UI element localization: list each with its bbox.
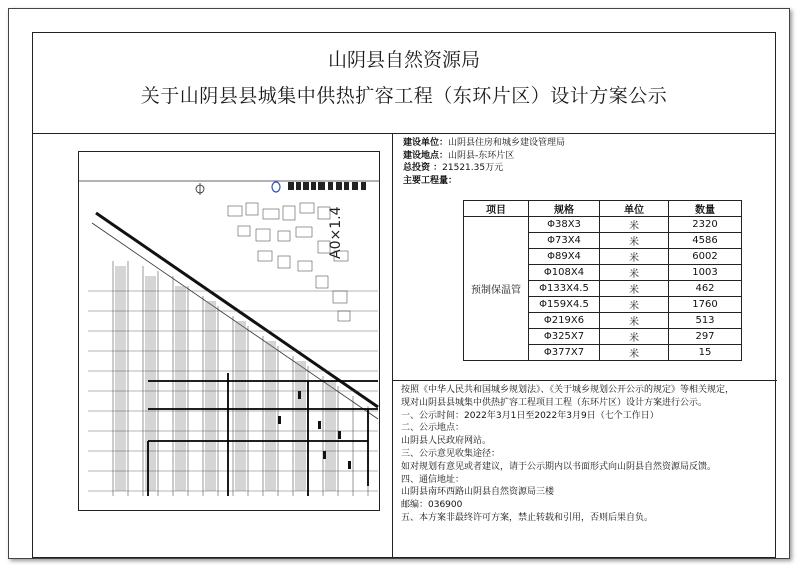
header-unit: 单位 xyxy=(600,201,669,217)
main-quantities-label: 主要工程量： xyxy=(403,175,458,186)
construction-site-row xyxy=(403,150,565,163)
document-frame xyxy=(8,8,790,559)
table-header-row xyxy=(464,201,742,217)
notice-divider xyxy=(392,380,777,381)
notice-text xyxy=(401,384,734,525)
notice-item-4-address: 山阴县南环西路山阴县自然资源局三楼 xyxy=(401,487,555,498)
table-row xyxy=(464,217,742,233)
unit-cell: 米 xyxy=(600,217,669,233)
scale-label: A0×1.4 xyxy=(328,206,344,259)
marker-icon xyxy=(272,182,280,192)
spec-cell: Φ89X4 xyxy=(529,249,600,265)
vertical-divider xyxy=(392,133,393,557)
notice-item-5: 五、本方案非最终许可方案，禁止转载和引用，否则后果自负。 xyxy=(401,512,654,523)
spec-cell: Φ159X4.5 xyxy=(529,297,600,313)
notice-item-3-title: 三、公示意见收集途径： xyxy=(401,448,501,459)
qty-cell: 513 xyxy=(669,313,742,329)
spec-cell: Φ38X3 xyxy=(529,217,600,233)
qty-cell: 6002 xyxy=(669,249,742,265)
notice-item-2-value: 山阴县人民政府网站。 xyxy=(401,436,492,447)
site-plan-drawing xyxy=(78,151,380,511)
total-investment-value: 21521.35万元 xyxy=(442,163,504,173)
document-border xyxy=(32,32,776,558)
project-info xyxy=(403,137,565,187)
unit-cell: 米 xyxy=(600,329,669,345)
spec-cell: Φ377X7 xyxy=(529,345,600,361)
spec-cell: Φ219X6 xyxy=(529,313,600,329)
unit-cell: 米 xyxy=(600,345,669,361)
total-investment-label: 总投资 ： xyxy=(403,163,443,173)
construction-unit-value: 山阴县住房和城乡建设管理局 xyxy=(448,138,566,148)
notice-title: 关于山阴县县城集中供热扩容工程（东环片区）设计方案公示 xyxy=(140,85,668,107)
header-spec: 规格 xyxy=(529,201,600,217)
spec-cell: Φ133X4.5 xyxy=(529,281,600,297)
header-quantity: 数量 xyxy=(669,201,742,217)
qty-cell: 1003 xyxy=(669,265,742,281)
category-cell: 预制保温管 xyxy=(464,217,529,361)
materials-table xyxy=(463,200,742,361)
construction-site-value: 山阴县-东环片区 xyxy=(448,150,515,161)
notice-item-4-title: 四、通信地址： xyxy=(401,474,465,485)
spec-cell: Φ73X4 xyxy=(529,233,600,249)
notice-intro-2: 现对山阴县县城集中供热扩容工程项目工程（东环片区）设计方案进行公示。 xyxy=(401,397,708,408)
header-item: 项目 xyxy=(464,201,529,217)
qty-cell: 1760 xyxy=(669,297,742,313)
unit-cell: 米 xyxy=(600,313,669,329)
unit-cell: 米 xyxy=(600,297,669,313)
notice-item-2-title: 二、公示地点： xyxy=(401,423,465,434)
construction-unit-label: 建设单位： xyxy=(403,138,449,148)
unit-cell: 米 xyxy=(600,249,669,265)
qty-cell: 462 xyxy=(669,281,742,297)
qty-cell: 4586 xyxy=(669,233,742,249)
construction-site-label: 建设地点： xyxy=(403,150,449,161)
unit-cell: 米 xyxy=(600,281,669,297)
notice-item-3-value: 如对规划有意见或者建议，请于公示期内以书面形式向山阴县自然资源局反馈。 xyxy=(401,461,717,472)
notice-item-4-postcode: 邮编：036900 xyxy=(401,500,463,511)
spec-cell: Φ108X4 xyxy=(529,265,600,281)
qty-cell: 2320 xyxy=(669,217,742,233)
total-investment-row xyxy=(403,162,565,175)
qty-cell: 297 xyxy=(669,329,742,345)
site-plan-map xyxy=(78,151,380,511)
unit-cell: 米 xyxy=(600,265,669,281)
agency-title: 山阴县自然资源局 xyxy=(327,49,480,71)
title-divider xyxy=(33,133,775,134)
notice-item-1: 一、公示时间：2022年3月1日至2022年3月9日（七个工作日） xyxy=(401,410,659,421)
construction-unit-row xyxy=(403,137,565,150)
qty-cell: 15 xyxy=(669,345,742,361)
unit-cell: 米 xyxy=(600,233,669,249)
notice-intro-1: 按照《中华人民共和国城乡规划法》、《关于城乡规划公开公示的规定》等相关规定， xyxy=(401,385,735,395)
spec-cell: Φ325X7 xyxy=(529,329,600,345)
